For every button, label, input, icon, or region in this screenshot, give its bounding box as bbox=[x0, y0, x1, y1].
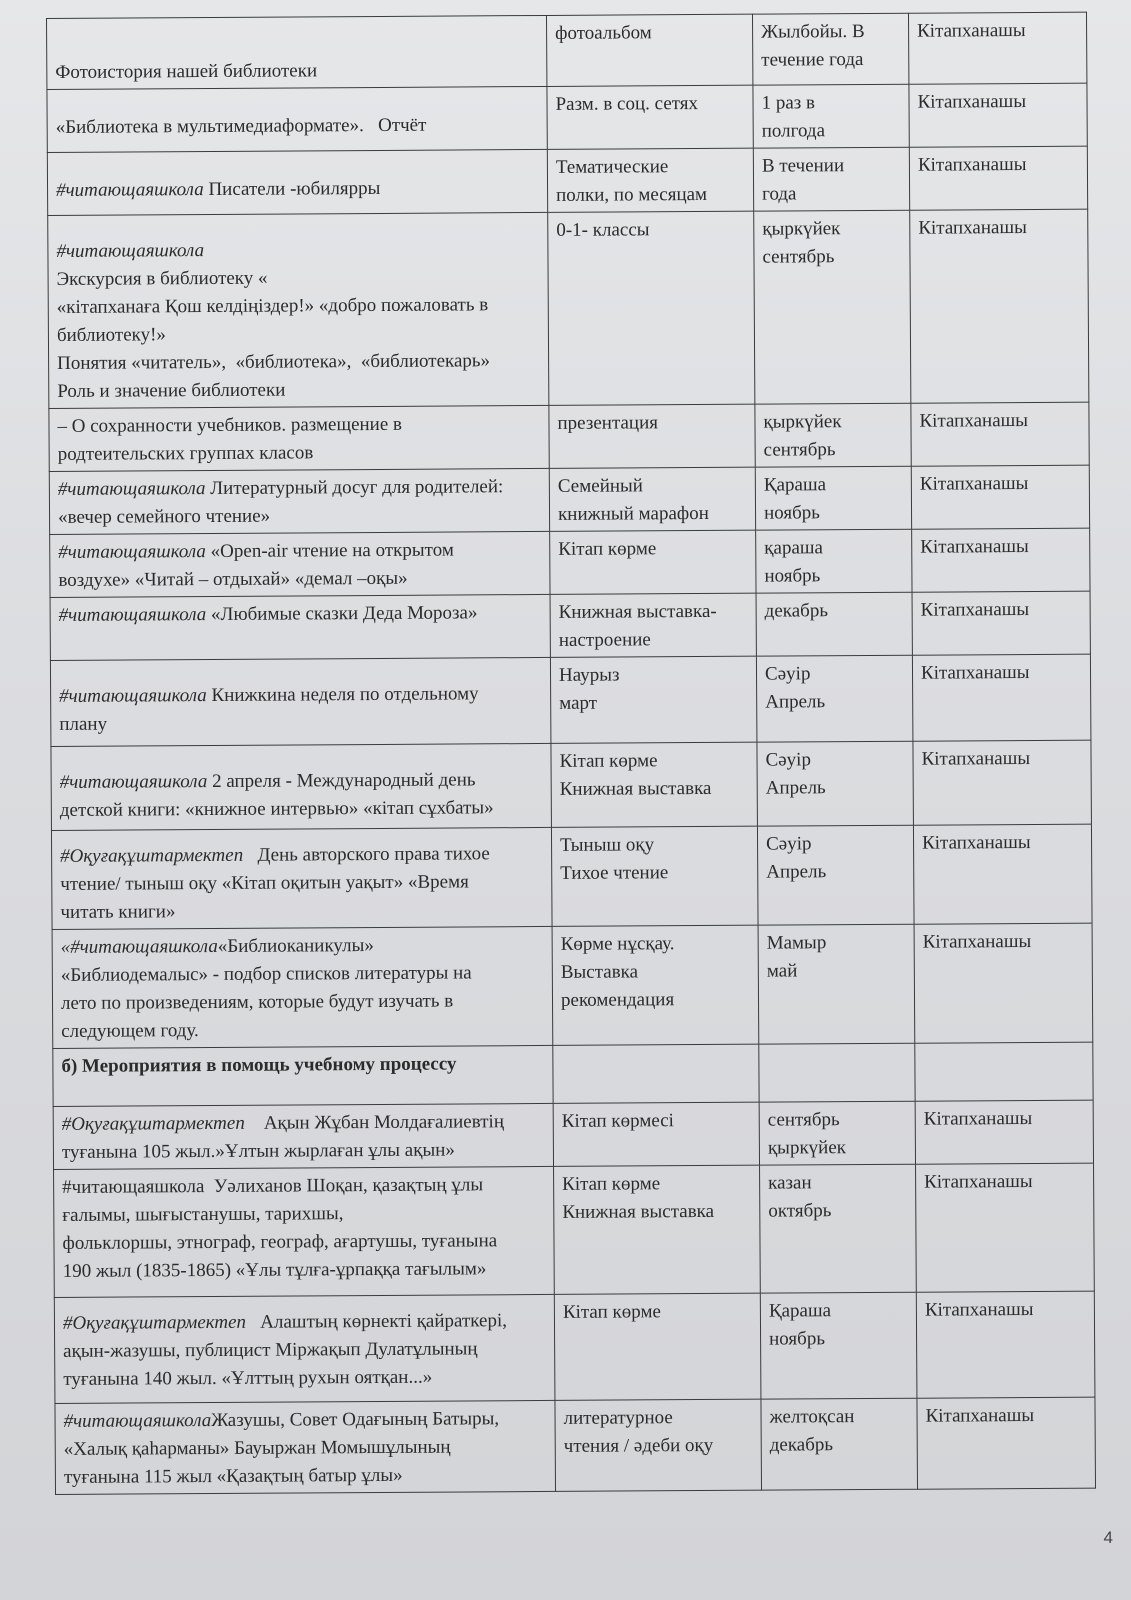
date-text: қараша bbox=[764, 537, 823, 559]
responsible-text: Кітапханашы bbox=[925, 1404, 1035, 1427]
event-text: туғанына 115 жыл «Қазақтың батыр ұлы» bbox=[63, 1464, 403, 1488]
event-line bbox=[60, 766, 543, 797]
form-cell bbox=[551, 742, 758, 827]
date-text: течение года bbox=[761, 49, 864, 71]
event-line bbox=[62, 1108, 545, 1139]
form-text: Тыныш оқу bbox=[559, 834, 655, 856]
form-text: Кітап көрме bbox=[562, 1301, 661, 1323]
date-cell bbox=[759, 1101, 915, 1165]
empty-cell bbox=[553, 1044, 759, 1103]
form-text: Книжная выставка bbox=[559, 777, 712, 800]
responsible-text: Кітапханашы bbox=[922, 930, 1032, 953]
event-text: Писатели -юбилярры bbox=[203, 177, 381, 201]
form-text: Кітап көрме bbox=[558, 538, 657, 560]
form-text: Тихое чтение bbox=[560, 862, 669, 884]
hashtag: #Оқуғақұштармектеп bbox=[60, 844, 244, 867]
date-text: сентябрь bbox=[763, 439, 836, 461]
event-text: лето по произведениям, которые будут изучать в bbox=[60, 990, 454, 1014]
responsible-text: Кітапханашы bbox=[923, 1107, 1033, 1130]
event-cell bbox=[51, 827, 552, 929]
responsible-cell bbox=[911, 465, 1089, 529]
hashtag: #читающаяшкола bbox=[57, 478, 206, 500]
section-title: б) Мероприятия в помощь учебному процессу bbox=[61, 1053, 457, 1077]
hashtag: #Оқуғақұштармектеп bbox=[61, 1112, 245, 1135]
event-line bbox=[56, 235, 539, 266]
responsible-text: Кітапханашы bbox=[921, 832, 1031, 854]
section-title-cell bbox=[53, 1045, 553, 1106]
event-line bbox=[58, 536, 541, 567]
table-row bbox=[50, 528, 1090, 597]
responsible-cell bbox=[912, 591, 1090, 655]
date-text: Сәуір bbox=[765, 833, 812, 855]
date-text: ноябрь bbox=[763, 502, 820, 524]
table-row bbox=[50, 654, 1091, 746]
table-row bbox=[51, 824, 1092, 929]
event-cell bbox=[51, 743, 552, 830]
form-cell bbox=[551, 826, 758, 926]
event-line bbox=[57, 410, 540, 441]
event-cell bbox=[50, 657, 551, 746]
event-cell bbox=[49, 405, 549, 471]
event-text: «Любимые сказки Деда Мороза» bbox=[206, 602, 478, 626]
event-line bbox=[61, 931, 544, 962]
date-text: Қараша bbox=[763, 474, 827, 496]
table-row bbox=[47, 83, 1087, 152]
event-cell bbox=[48, 212, 549, 408]
date-cell bbox=[761, 1398, 918, 1490]
date-cell bbox=[757, 741, 914, 826]
form-cell bbox=[549, 467, 755, 531]
hashtag: #читающаяшкола bbox=[59, 685, 207, 707]
form-cell bbox=[546, 14, 752, 86]
date-text: Мамыр bbox=[766, 932, 827, 954]
event-line bbox=[64, 1461, 547, 1492]
form-text: литературное bbox=[563, 1407, 673, 1429]
date-text: полгода bbox=[761, 120, 826, 142]
date-text: желтоқсан bbox=[769, 1406, 855, 1428]
form-text: Көрме нұсқау. bbox=[560, 933, 675, 955]
event-line bbox=[63, 1335, 546, 1366]
date-text: қыркүйек bbox=[767, 1137, 847, 1159]
event-line bbox=[61, 987, 544, 1018]
date-text: Қараша bbox=[768, 1300, 832, 1322]
event-line bbox=[57, 291, 540, 322]
date-text: қыркүйек bbox=[762, 218, 841, 240]
responsible-cell bbox=[913, 740, 1092, 825]
form-text: настроение bbox=[558, 629, 651, 651]
event-line bbox=[60, 868, 543, 899]
responsible-text: Кітапханашы bbox=[920, 662, 1030, 684]
responsible-text: Кітапханашы bbox=[919, 473, 1029, 495]
date-cell bbox=[755, 466, 911, 530]
date-text: декабрь bbox=[764, 600, 829, 622]
event-cell bbox=[49, 468, 549, 534]
form-text: Семейный bbox=[557, 475, 644, 497]
responsible-cell bbox=[916, 1291, 1095, 1398]
event-text: ғалымы, шығыстанушы, тарихшы, bbox=[62, 1203, 344, 1226]
event-text: воздухе» «Читай – отдыхай» «демал –оқы» bbox=[58, 567, 408, 591]
date-text: Апрель bbox=[765, 691, 826, 713]
hashtag: «#читающаяшкола bbox=[60, 935, 218, 958]
event-text: чтение/ тыныш оқу «Кітап оқитын уақыт» «Время bbox=[60, 871, 469, 895]
empty-cell bbox=[915, 1042, 1093, 1101]
date-cell bbox=[758, 924, 915, 1044]
event-line bbox=[56, 111, 539, 142]
responsible-text: Кітапханашы bbox=[917, 91, 1027, 113]
event-line bbox=[57, 263, 540, 294]
date-cell bbox=[757, 825, 914, 925]
event-line bbox=[56, 174, 539, 205]
event-line bbox=[62, 1171, 545, 1202]
responsible-text: Кітапханашы bbox=[917, 20, 1026, 42]
form-text: чтения / әдеби оқу bbox=[563, 1434, 714, 1457]
event-text: День авторского права тихое bbox=[243, 843, 490, 866]
hashtag: #читающаяшкола bbox=[56, 240, 205, 262]
date-cell bbox=[756, 529, 912, 593]
event-text: родтеительских группах класов bbox=[57, 442, 314, 465]
date-text: октябрь bbox=[768, 1200, 832, 1222]
date-cell bbox=[760, 1292, 917, 1399]
events-plan-table bbox=[46, 12, 1096, 1495]
event-cell bbox=[50, 531, 550, 597]
responsible-cell bbox=[908, 12, 1086, 84]
event-text: Фотоистория нашей библиотеки bbox=[55, 60, 318, 83]
event-cell bbox=[54, 1294, 555, 1403]
responsible-text: Кітапханашы bbox=[924, 1298, 1034, 1321]
table-row bbox=[49, 465, 1089, 534]
hashtag: #читающаяшкола bbox=[55, 179, 204, 201]
event-text: Алаштың көрнекті қайраткері, bbox=[245, 1310, 508, 1333]
responsible-text: Кітапханашы bbox=[924, 1170, 1033, 1193]
responsible-cell bbox=[909, 146, 1087, 210]
event-line bbox=[60, 896, 543, 927]
hashtag: #читающаяшкола bbox=[63, 1410, 212, 1432]
page-number: 4 bbox=[1103, 1528, 1113, 1547]
responsible-cell bbox=[912, 654, 1091, 741]
table-row bbox=[53, 1100, 1093, 1169]
event-text: – О сохранности учебников. размещение в bbox=[57, 413, 403, 437]
table-row bbox=[47, 12, 1087, 89]
form-text: Книжная выставка- bbox=[558, 600, 717, 623]
event-line bbox=[62, 1227, 545, 1258]
form-text: Кітап көрме bbox=[562, 1173, 661, 1195]
event-text: «Open-air чтение на открытом bbox=[205, 539, 454, 563]
form-text: презентация bbox=[557, 412, 659, 434]
date-text: қыркүйек bbox=[763, 411, 842, 433]
event-cell bbox=[47, 15, 547, 89]
date-text: года bbox=[762, 183, 797, 205]
form-text: Кітап көрмесі bbox=[561, 1110, 674, 1132]
table-row bbox=[49, 402, 1089, 471]
responsible-text: Кітапханашы bbox=[921, 748, 1031, 770]
event-line bbox=[58, 438, 541, 469]
event-text: 2 апреля - Международный день bbox=[207, 769, 476, 793]
event-line bbox=[63, 1255, 546, 1286]
form-text: книжный марафон bbox=[557, 502, 709, 525]
form-cell bbox=[555, 1399, 762, 1491]
event-text: «Библиодемалыс» - подбор списков литературы на bbox=[60, 962, 472, 986]
event-line bbox=[62, 1136, 545, 1167]
events-plan-body bbox=[47, 12, 1096, 1494]
event-text: #читающаяшкола Уәлиханов Шоқан, қазақтың ұлы bbox=[62, 1174, 484, 1198]
date-cell bbox=[760, 1164, 917, 1293]
responsible-text: Кітапханашы bbox=[920, 536, 1029, 558]
form-text: март bbox=[559, 692, 598, 714]
form-cell bbox=[553, 1102, 759, 1166]
event-text: Роль и значение библиотеки bbox=[57, 379, 286, 402]
responsible-text: Кітапханашы bbox=[918, 217, 1027, 239]
event-line bbox=[57, 375, 540, 406]
event-text: читать книги» bbox=[60, 901, 176, 923]
date-text: В течении bbox=[761, 155, 845, 177]
responsible-text: Кітапханашы bbox=[917, 154, 1027, 176]
event-line bbox=[60, 840, 543, 871]
date-text: казан bbox=[768, 1172, 812, 1194]
table-row bbox=[47, 146, 1087, 215]
date-text: Апрель bbox=[765, 777, 826, 799]
event-line bbox=[59, 708, 542, 739]
form-cell bbox=[548, 211, 755, 405]
event-text: Экскурсия в библиотеку « bbox=[56, 267, 268, 290]
event-line bbox=[58, 473, 541, 504]
event-cell bbox=[54, 1166, 555, 1297]
event-text: «Библиотека в мультимедиаформате». Отчёт bbox=[55, 114, 427, 138]
event-line bbox=[61, 959, 544, 990]
section-row bbox=[53, 1042, 1093, 1106]
table-row bbox=[55, 1397, 1096, 1494]
responsible-cell bbox=[916, 1163, 1095, 1292]
event-cell bbox=[52, 926, 553, 1048]
event-line bbox=[57, 319, 540, 350]
form-cell bbox=[554, 1293, 761, 1400]
event-text: Книжкина неделя по отдельному bbox=[206, 683, 479, 707]
responsible-text: Кітапханашы bbox=[920, 599, 1030, 621]
empty-cell bbox=[759, 1043, 915, 1102]
date-text: Апрель bbox=[766, 861, 827, 883]
event-text: плану bbox=[59, 713, 108, 735]
form-text: Разм. в соц. сетях bbox=[555, 93, 699, 115]
event-text: фольклоршы, этнограф, географ, ағартушы, туғанына bbox=[62, 1230, 498, 1254]
event-line bbox=[58, 564, 541, 595]
event-line bbox=[61, 1015, 544, 1046]
event-cell bbox=[53, 1103, 553, 1169]
event-line bbox=[59, 680, 542, 711]
form-text: полки, по месяцам bbox=[556, 183, 708, 206]
event-text: детской книги: «книжное интервью» «кітап сұхбаты» bbox=[59, 797, 494, 821]
hashtag: #Оқуғақұштармектеп bbox=[62, 1311, 247, 1334]
event-text: туғанына 140 жыл. «Ұлттың рухын оятқан...» bbox=[63, 1366, 433, 1390]
responsible-cell bbox=[910, 209, 1089, 403]
date-text: сентябрь bbox=[767, 1109, 840, 1131]
event-line bbox=[60, 794, 543, 825]
event-text: Понятия «читатель», «библиотека», «библиотекарь» bbox=[57, 350, 491, 374]
event-cell bbox=[47, 86, 547, 152]
date-cell bbox=[754, 210, 911, 404]
responsible-cell bbox=[911, 402, 1089, 466]
form-text: рекомендация bbox=[560, 989, 675, 1011]
responsible-cell bbox=[909, 83, 1087, 147]
event-line bbox=[55, 56, 538, 87]
event-text: следующем году. bbox=[61, 1020, 199, 1042]
table-row bbox=[50, 591, 1090, 660]
event-line bbox=[63, 1307, 546, 1338]
date-text: ноябрь bbox=[764, 565, 821, 587]
form-cell bbox=[550, 656, 757, 743]
responsible-text: Кітапханашы bbox=[919, 410, 1029, 432]
responsible-cell bbox=[912, 528, 1090, 592]
event-cell bbox=[47, 149, 547, 215]
form-cell bbox=[547, 148, 753, 212]
form-cell bbox=[552, 925, 759, 1045]
event-text: «Халық қаһарманы» Бауыржан Момышұлының bbox=[63, 1436, 451, 1460]
table-row bbox=[54, 1163, 1095, 1297]
form-text: Выставка bbox=[560, 961, 639, 983]
date-cell bbox=[756, 592, 912, 656]
event-line bbox=[63, 1363, 546, 1394]
event-cell bbox=[50, 594, 550, 660]
hashtag: #читающаяшкола bbox=[58, 541, 206, 563]
date-cell bbox=[752, 13, 908, 85]
event-line bbox=[58, 501, 541, 532]
event-text: «вечер семейного чтение» bbox=[57, 505, 271, 528]
form-cell bbox=[550, 593, 756, 657]
date-text: май bbox=[766, 960, 798, 982]
date-cell bbox=[753, 84, 909, 148]
event-line bbox=[63, 1405, 546, 1436]
event-text: Литературный досуг для родителей: bbox=[205, 476, 504, 500]
responsible-cell bbox=[913, 824, 1092, 924]
event-text: туғанына 105 жыл.»Ұлтын жырлаған ұлы ақын» bbox=[61, 1139, 455, 1163]
event-line bbox=[64, 1433, 547, 1464]
event-text: ақын-жазушы, публицист Міржақып Дулатұлының bbox=[63, 1338, 478, 1362]
date-cell bbox=[755, 403, 911, 467]
event-text: библиотеку!» bbox=[56, 324, 166, 346]
table-row bbox=[48, 209, 1089, 408]
form-text: Тематические bbox=[555, 156, 669, 178]
form-text: Книжная выставка bbox=[562, 1200, 715, 1223]
form-text: 0-1- классы bbox=[556, 219, 650, 241]
hashtag: #читающаяшкола bbox=[58, 604, 207, 626]
form-cell bbox=[549, 404, 755, 468]
date-text: ноябрь bbox=[769, 1328, 826, 1350]
date-text: Жылбойы. В bbox=[761, 20, 865, 43]
form-text: фотоальбом bbox=[555, 22, 652, 44]
hashtag: #читающаяшкола bbox=[59, 771, 208, 793]
date-text: 1 раз в bbox=[761, 92, 816, 114]
event-line bbox=[62, 1199, 545, 1230]
event-line bbox=[59, 599, 542, 630]
date-text: декабрь bbox=[769, 1434, 834, 1456]
responsible-cell bbox=[914, 923, 1093, 1043]
table-row bbox=[54, 1291, 1095, 1403]
form-text: Кітап көрме bbox=[559, 750, 658, 772]
date-cell bbox=[753, 147, 909, 211]
date-text: сентябрь bbox=[762, 246, 835, 268]
event-text: «кітапханаға Қош келдіңіздер!» «добро пожаловать в bbox=[56, 294, 489, 318]
event-text: 190 жыл (1835-1865) «Ұлы тұлға-ұрпаққа тағылым» bbox=[62, 1258, 487, 1282]
responsible-cell bbox=[917, 1397, 1096, 1489]
form-cell bbox=[550, 530, 756, 594]
form-text: Наурыз bbox=[558, 664, 620, 686]
date-cell bbox=[756, 655, 913, 742]
event-line bbox=[57, 347, 540, 378]
event-text: «Библиоканикулы» bbox=[217, 935, 374, 957]
form-cell bbox=[547, 85, 753, 149]
event-cell bbox=[55, 1400, 556, 1494]
responsible-cell bbox=[915, 1100, 1093, 1164]
date-text: Сәуір bbox=[765, 749, 812, 771]
event-text: Жазушы, Совет Одағының Батыры, bbox=[211, 1408, 500, 1432]
event-text: Ақын Жұбан Молдағалиевтің bbox=[244, 1111, 505, 1134]
table-row bbox=[52, 923, 1093, 1048]
table-row bbox=[51, 740, 1091, 830]
form-cell bbox=[554, 1165, 761, 1294]
date-text: Сәуір bbox=[764, 663, 811, 685]
